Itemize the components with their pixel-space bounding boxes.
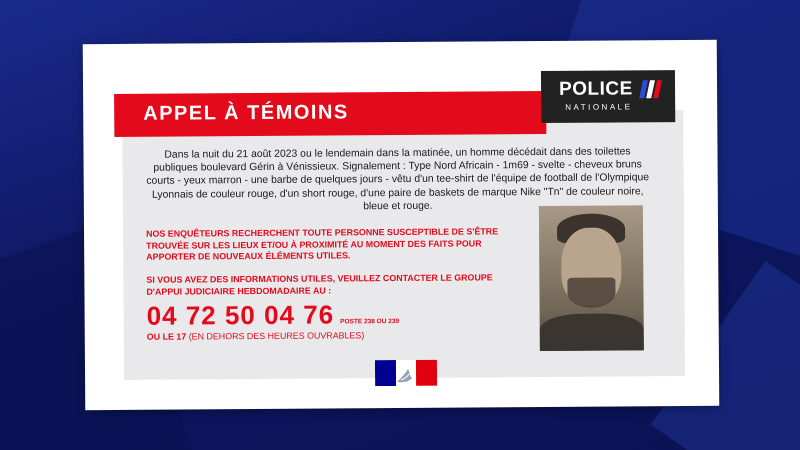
hours-note: (EN DEHORS DES HEURES OUVRABLES)	[188, 330, 365, 342]
alternate-contact	[147, 330, 365, 342]
phone-number: 04 72 50 04 76	[146, 299, 335, 331]
police-subtitle: NATIONALE	[565, 102, 633, 112]
police-stripes-icon	[639, 78, 663, 100]
witness-appeal-poster	[83, 40, 720, 410]
title-banner	[114, 91, 546, 137]
victim-photo	[539, 205, 644, 351]
emergency-number: OU LE 17	[146, 331, 187, 342]
extension-text: POSTE 238 OU 239	[340, 318, 400, 326]
marianne-icon	[375, 360, 437, 386]
police-nationale-logo	[541, 70, 675, 123]
appeal-text: NOS ENQUÊTEURS RECHERCHENT TOUTE PERSONNE SUSCEPTIBLE DE S'ÊTRE TROUVÉE SUR LES LIEUX ET/OU À PROXIMITÉ AU MOMENT DES FAITS POUR APPORTER DE NOUVEAUX ÉLÉMENTS UTILES.	[146, 226, 499, 262]
phone-row	[147, 299, 400, 332]
police-word: POLICE	[558, 78, 633, 100]
banner-title: APPEL À TÉMOINS	[143, 101, 349, 125]
contact-text: SI VOUS AVEZ DES INFORMATIONS UTILES, VEUILLEZ CONTACTER LE GROUPE D'APPUI JUDICIAIRE HEBDOMADAIRE AU :	[146, 272, 493, 297]
description-text: Dans la nuit du 21 août 2023 ou le lendemain dans la matinée, un homme décédait dans des toilettes publiques boulevard Gérin à Vénissieux. Signalement : Type Nord Africain - 1m69 - svelte - cheveux bruns courts - yeux marron - une barbe de quelques jours - vêtu d'un tee-shirt de l'équipe de football de l'Olympique Lyonnais de couleur rouge, d'un short rouge, d'une paire de baskets de marque Nike "Tn" de couleur noire, bleue et rouge.	[146, 146, 650, 213]
